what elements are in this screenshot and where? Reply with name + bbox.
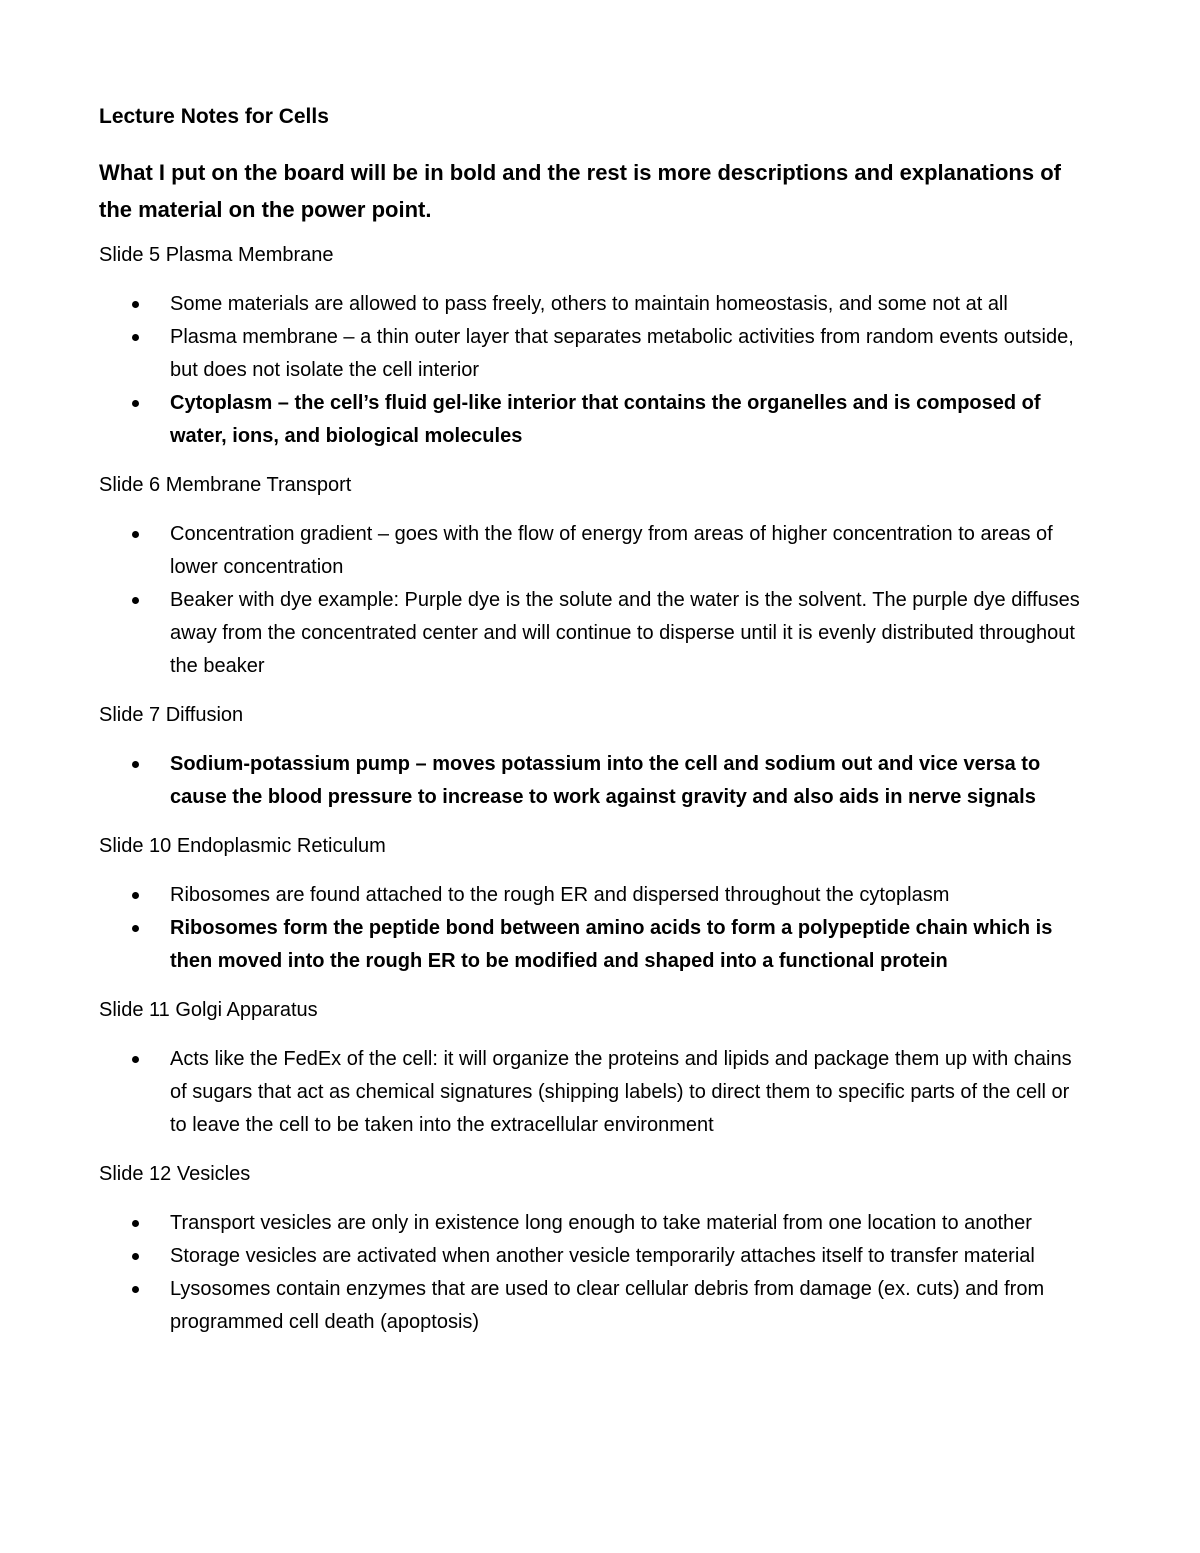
bullet-item <box>99 288 1089 321</box>
bullet-list <box>99 748 1089 814</box>
bullet-text: Acts like the FedEx of the cell: it will organize the proteins and lipids and package them up with chains of sugars that act as chemical signatures (shipping labels) to direct them to specific parts of the cell or to leave the cell to be taken into the extracellular environment <box>170 1048 1072 1136</box>
bullet-dot-icon <box>132 400 139 407</box>
bullet-dot-icon <box>132 597 139 604</box>
bullet-dot-icon <box>132 761 139 768</box>
document-title: Lecture Notes for Cells <box>99 105 329 128</box>
bullet-item <box>99 879 1089 912</box>
bullet-item <box>99 584 1089 683</box>
bullet-dot-icon <box>132 1286 139 1293</box>
slide-heading: Slide 6 Membrane Transport <box>99 474 352 496</box>
bullet-dot-icon <box>132 301 139 308</box>
bullet-dot-icon <box>132 334 139 341</box>
bullet-text: Lysosomes contain enzymes that are used to clear cellular debris from damage (ex. cuts) and from programmed cell death (apoptosis) <box>170 1278 1045 1333</box>
document-page <box>99 100 1089 1356</box>
bullet-item <box>99 1207 1089 1240</box>
bullet-item <box>99 748 1089 814</box>
bullet-dot-icon <box>132 531 139 538</box>
bullet-list <box>99 518 1089 683</box>
bullet-text: Cytoplasm – the cell’s fluid gel-like interior that contains the organelles and is composed of water, ions, and biological molecules <box>170 392 1041 447</box>
bullet-item <box>99 518 1089 584</box>
bullet-text: Ribosomes form the peptide bond between amino acids to form a polypeptide chain which is then moved into the rough ER to be modified and shaped into a functional protein <box>170 917 1053 972</box>
bullet-dot-icon <box>132 1220 139 1227</box>
bullet-item <box>99 912 1089 978</box>
bullet-dot-icon <box>132 892 139 899</box>
bullet-text: Plasma membrane – a thin outer layer that separates metabolic activities from random events outside, but does not isolate the cell interior <box>170 326 1074 381</box>
bullet-item <box>99 1273 1089 1339</box>
slide-heading: Slide 11 Golgi Apparatus <box>99 999 318 1021</box>
bullet-list <box>99 1043 1089 1142</box>
bullet-text: Concentration gradient – goes with the flow of energy from areas of higher concentration to areas of lower concentration <box>170 523 1053 578</box>
bullet-text: Ribosomes are found attached to the rough ER and dispersed throughout the cytoplasm <box>170 884 950 906</box>
bullet-dot-icon <box>132 925 139 932</box>
bullet-item <box>99 1043 1089 1142</box>
bullet-item <box>99 387 1089 453</box>
bullet-list <box>99 288 1089 453</box>
slide-heading: Slide 10 Endoplasmic Reticulum <box>99 835 386 857</box>
bullet-item <box>99 1240 1089 1273</box>
bullet-text: Beaker with dye example: Purple dye is the solute and the water is the solvent. The purple dye diffuses away from the concentrated center and will continue to disperse until it is evenly distributed throughout the beaker <box>170 589 1080 677</box>
document-intro: What I put on the board will be in bold and the rest is more descriptions and explanations of the material on the power point. <box>99 160 1061 222</box>
bullet-text: Some materials are allowed to pass freely, others to maintain homeostasis, and some not at all <box>170 293 1008 315</box>
bullet-dot-icon <box>132 1056 139 1063</box>
bullet-list <box>99 1207 1089 1339</box>
bullet-text: Transport vesicles are only in existence long enough to take material from one location to another <box>170 1212 1032 1234</box>
bullet-text: Storage vesicles are activated when another vesicle temporarily attaches itself to transfer material <box>170 1245 1035 1267</box>
slide-heading: Slide 12 Vesicles <box>99 1163 251 1185</box>
bullet-item <box>99 321 1089 387</box>
sections-container <box>99 240 1089 1339</box>
bullet-text: Sodium-potassium pump – moves potassium into the cell and sodium out and vice versa to cause the blood pressure to increase to work against gravity and also aids in nerve signals <box>170 753 1041 808</box>
bullet-dot-icon <box>132 1253 139 1260</box>
bullet-list <box>99 879 1089 978</box>
slide-heading: Slide 7 Diffusion <box>99 704 244 726</box>
slide-heading: Slide 5 Plasma Membrane <box>99 244 334 266</box>
